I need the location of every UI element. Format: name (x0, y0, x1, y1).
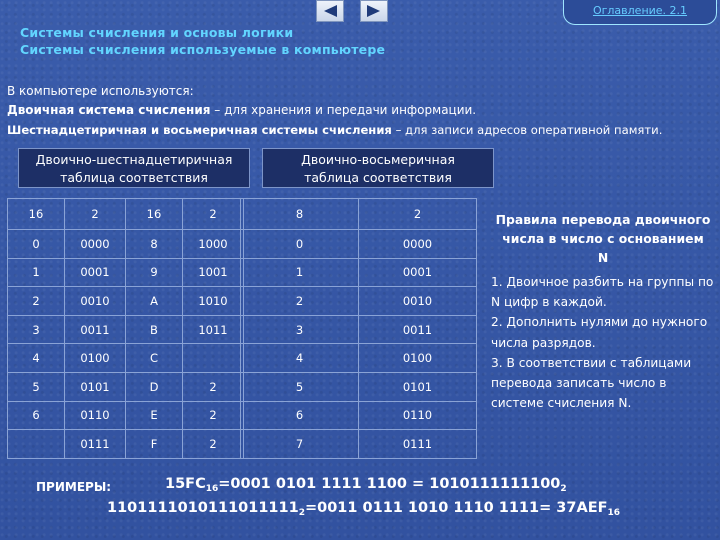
table-cell: 2 (183, 430, 244, 459)
table-row (8, 258, 244, 287)
rule-step: 3. В соответствии с таблицами перевода записать число в системе счисления N. (491, 355, 692, 411)
hex-binary-table (7, 198, 244, 459)
example-text: 1101111010111011111 (107, 500, 299, 516)
table-row (241, 199, 477, 230)
examples-label: ПРИМЕРЫ: (36, 480, 112, 494)
table-cell: 0 (8, 230, 65, 259)
table-row (241, 430, 477, 459)
header-line: Двоично-восьмеричная (301, 152, 455, 167)
table-cell: 4 (8, 344, 65, 373)
table-cell: 2 (183, 401, 244, 430)
table-cell: 0001 (359, 258, 477, 287)
example-hex-to-binary (165, 476, 567, 494)
table-cell: 4 (241, 344, 359, 373)
table-cell: 2 (359, 199, 477, 230)
table-cell: 1011 (183, 315, 244, 344)
table-cell: 0111 (359, 430, 477, 459)
table-row (241, 401, 477, 430)
table-cell: 0000 (65, 230, 126, 259)
table-row (8, 199, 244, 230)
table-cell: 1 (8, 258, 65, 287)
table-row (8, 315, 244, 344)
table-cell (8, 430, 65, 459)
hex-table-header (18, 148, 250, 188)
toc-link[interactable]: Оглавление. 2.1 (563, 0, 717, 25)
table-cell: 0011 (65, 315, 126, 344)
table-row (8, 344, 244, 373)
header-line: Двоично-шестнадцетиричная (35, 152, 233, 167)
intro-line-binary (7, 103, 476, 117)
table-cell: 0110 (65, 401, 126, 430)
table-cell: 6 (8, 401, 65, 430)
header-line: таблица соответствия (304, 170, 452, 185)
table-row (241, 258, 477, 287)
table-cell: 6 (241, 401, 359, 430)
table-cell: 2 (241, 287, 359, 316)
rule-step: 2. Дополнить нулями до нужного числа разрядов. (491, 315, 708, 350)
rules-title (491, 210, 715, 267)
table-cell: 8 (126, 230, 183, 259)
page-subtitle: Системы счисления используемые в компьютере (20, 42, 386, 57)
table-cell: 0101 (359, 372, 477, 401)
rule-step: 1. Двоичное разбить на группы по N цифр в каждой. (491, 275, 714, 310)
header-line: таблица соответствия (60, 170, 208, 185)
table-cell: 16 (126, 199, 183, 230)
prev-slide-button[interactable] (316, 0, 344, 22)
intro-term: Двоичная система счисления (7, 103, 211, 117)
table-row (241, 372, 477, 401)
table-cell: 0 (241, 230, 359, 259)
table-cell: 0010 (359, 287, 477, 316)
example-base: 16 (607, 508, 621, 518)
rules-title-line: Правила перевода двоичного (495, 212, 711, 227)
table-cell: 5 (241, 372, 359, 401)
table-cell: 8 (241, 199, 359, 230)
table-cell: 16 (8, 199, 65, 230)
table-cell: 0101 (65, 372, 126, 401)
page-title: Системы счисления и основы логики (20, 25, 294, 40)
table-cell: 3 (241, 315, 359, 344)
table-row (8, 401, 244, 430)
table-row (241, 287, 477, 316)
table-cell: B (126, 315, 183, 344)
table-cell: 2 (8, 287, 65, 316)
table-cell: 7 (241, 430, 359, 459)
example-base: 2 (298, 508, 305, 518)
next-slide-button[interactable] (360, 0, 388, 22)
example-binary-to-hex (107, 500, 620, 518)
table-row (241, 344, 477, 373)
table-cell: 1 (241, 258, 359, 287)
rules-title-line: N (597, 250, 609, 265)
intro-line-hex-oct (7, 123, 662, 137)
table-cell: 1000 (183, 230, 244, 259)
table-cell: 0100 (65, 344, 126, 373)
table-row (8, 287, 244, 316)
oct-binary-table (240, 198, 477, 459)
triangle-left-icon (321, 4, 339, 18)
table-cell: F (126, 430, 183, 459)
table-cell: 0011 (359, 315, 477, 344)
example-base: 16 (205, 484, 219, 494)
table-cell: E (126, 401, 183, 430)
example-text: =0001 0101 1111 1100 = 1010111111100 (218, 476, 561, 492)
table-cell: A (126, 287, 183, 316)
intro-line: В компьютере используются: (7, 84, 194, 98)
table-row (8, 230, 244, 259)
table-cell: 9 (126, 258, 183, 287)
table-cell: C (126, 344, 183, 373)
intro-text: – для хранения и передачи информации. (210, 103, 477, 117)
table-cell: 1001 (183, 258, 244, 287)
table-cell: 2 (183, 199, 244, 230)
intro-term: Шестнадцетиричная и восьмеричная системы счисления (7, 123, 392, 137)
table-cell: 3 (8, 315, 65, 344)
rules-title-line: числа в число с основанием (502, 231, 704, 246)
table-cell: 1010 (183, 287, 244, 316)
table-row (241, 315, 477, 344)
table-cell: 0110 (359, 401, 477, 430)
table-row (241, 230, 477, 259)
table-cell: 2 (183, 372, 244, 401)
table-row (8, 372, 244, 401)
table-cell: 2 (65, 199, 126, 230)
table-cell: 0000 (359, 230, 477, 259)
table-cell: 0001 (65, 258, 126, 287)
example-text: 15FC (165, 476, 206, 492)
table-cell: 5 (8, 372, 65, 401)
oct-table-header (262, 148, 494, 188)
table-cell: 0100 (359, 344, 477, 373)
table-cell: 0111 (65, 430, 126, 459)
example-base: 2 (560, 484, 567, 494)
triangle-right-icon (365, 4, 383, 18)
rules-list (491, 272, 715, 413)
table-cell (183, 344, 244, 373)
example-text: =0011 0111 1010 1110 1111= 37AEF (304, 500, 608, 516)
table-cell: 0010 (65, 287, 126, 316)
table-row (8, 430, 244, 459)
table-cell: D (126, 372, 183, 401)
intro-text: – для записи адресов оперативной памяти. (391, 123, 663, 137)
